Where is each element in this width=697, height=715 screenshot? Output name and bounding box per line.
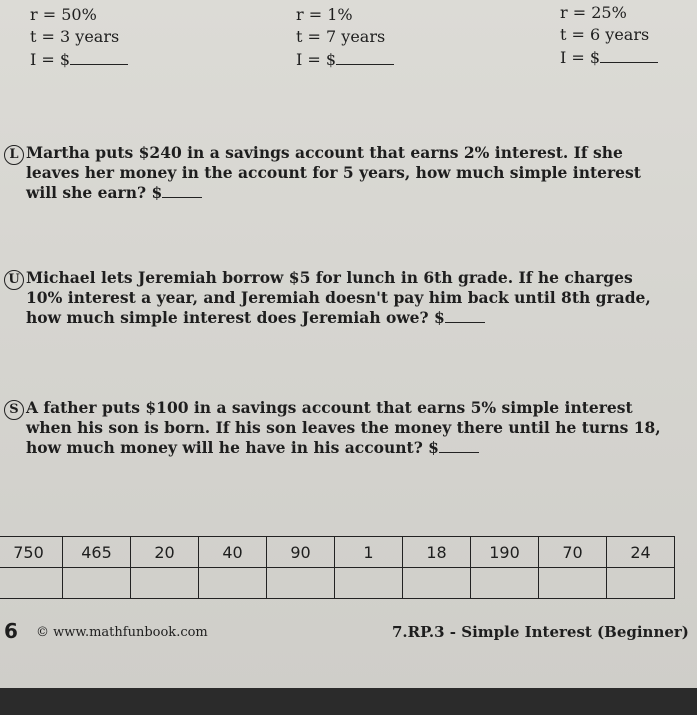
grid-letter-cell[interactable] — [607, 568, 675, 599]
answer-blank[interactable] — [600, 48, 658, 63]
grid-value: 24 — [607, 537, 675, 568]
question-s: A father puts $100 in a savings account that earns 5% simple interest when his son is born. If his son leaves the money there until he turns 18, how much money will he have in his account? $ — [26, 398, 661, 457]
question-letter-u: U — [4, 270, 24, 290]
grid-letter-cell[interactable] — [267, 568, 335, 599]
grid-value: 18 — [403, 537, 471, 568]
question-letter-s: S — [4, 400, 24, 420]
grid-letter-cell[interactable] — [131, 568, 199, 599]
answer-blank[interactable] — [445, 308, 485, 323]
grid-value: 90 — [267, 537, 335, 568]
grid-letter-cell[interactable] — [63, 568, 131, 599]
grid-letter-cell[interactable] — [403, 568, 471, 599]
problem-1-rate: r = 50% — [30, 5, 97, 24]
problem-3-time: t = 6 years — [560, 25, 650, 44]
grid-letter-cell[interactable] — [539, 568, 607, 599]
problem-2-interest: I = $ — [296, 50, 394, 69]
grid-value: 70 — [539, 537, 607, 568]
problem-3-interest: I = $ — [560, 48, 658, 67]
grid-value: 750 — [0, 537, 63, 568]
question-l: Martha puts $240 in a savings account that earns 2% interest. If she leaves her money in the account for 5 years, how much simple interest will she earn? $ — [26, 143, 641, 202]
grid-letter-cell[interactable] — [335, 568, 403, 599]
answer-grid-letters-row — [0, 568, 675, 599]
grid-letter-cell[interactable] — [199, 568, 267, 599]
problem-1-time: t = 3 years — [30, 27, 120, 46]
background-shadow — [0, 688, 697, 715]
problem-2-time: t = 7 years — [296, 27, 386, 46]
grid-value: 465 — [63, 537, 131, 568]
problem-1-interest: I = $ — [30, 50, 128, 69]
question-letter-l: L — [4, 145, 24, 165]
answer-blank[interactable] — [336, 50, 394, 65]
grid-value: 1 — [335, 537, 403, 568]
footer-url: © www.mathfunbook.com — [36, 625, 208, 640]
grid-letter-cell[interactable] — [0, 568, 63, 599]
answer-blank[interactable] — [439, 438, 479, 453]
answer-grid — [0, 536, 675, 599]
question-u: Michael lets Jeremiah borrow $5 for lunch in 6th grade. If he charges 10% interest a year, and Jeremiah doesn't pay him back until 8th grade, how much simple interest does Jeremiah owe? $ — [26, 268, 651, 327]
grid-value: 20 — [131, 537, 199, 568]
answer-grid-values-row — [0, 537, 675, 568]
footer-standard: 7.RP.3 - Simple Interest (Beginner) — [392, 623, 689, 641]
page-number: 6 — [4, 619, 18, 643]
answer-blank[interactable] — [162, 183, 202, 198]
grid-value: 190 — [471, 537, 539, 568]
problem-3-rate: r = 25% — [560, 3, 627, 22]
grid-letter-cell[interactable] — [471, 568, 539, 599]
grid-value: 40 — [199, 537, 267, 568]
answer-blank[interactable] — [70, 50, 128, 65]
problem-2-rate: r = 1% — [296, 5, 353, 24]
